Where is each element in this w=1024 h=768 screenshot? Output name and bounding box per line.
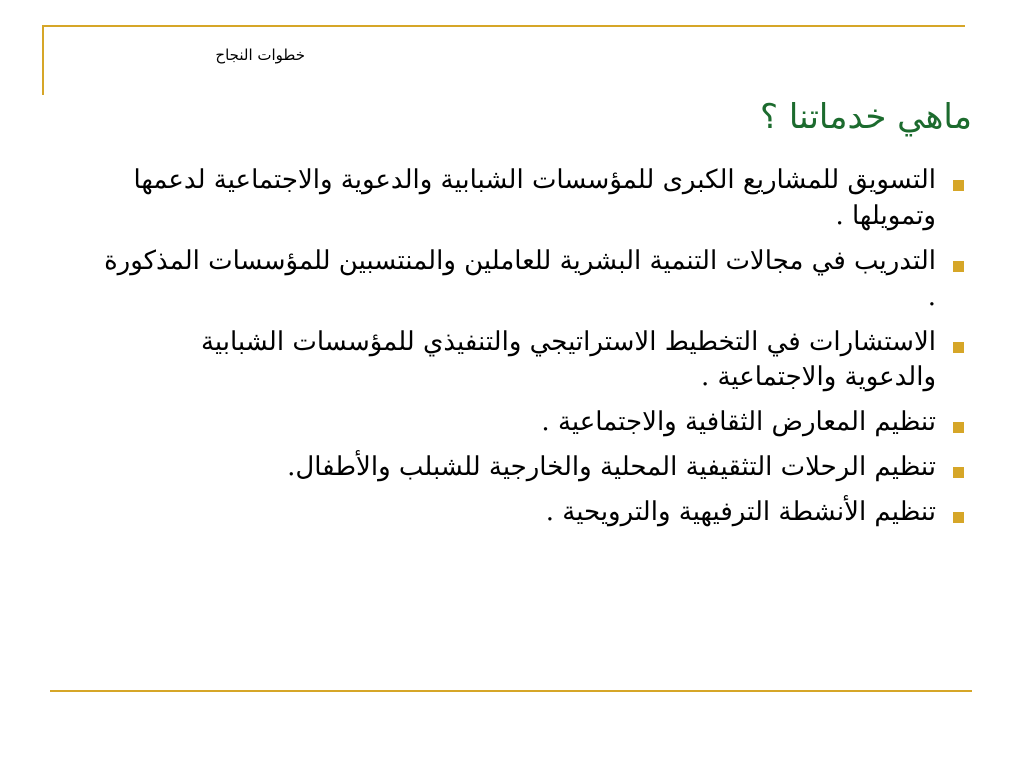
square-bullet-icon xyxy=(953,261,964,272)
list-item-text: التدريب في مجالات التنمية البشرية للعاملين والمنتسبين للمؤسسات المذكورة . xyxy=(104,245,936,312)
square-bullet-icon xyxy=(953,342,964,353)
list-item xyxy=(104,244,964,316)
square-bullet-icon xyxy=(953,512,964,523)
list-item-text: التسويق للمشاريع الكبرى للمؤسسات الشبابية والدعوية والاجتماعية لدعمها وتمويلها . xyxy=(133,165,936,231)
list-item-text: تنظيم الأنشطة الترفيهية والترويحية . xyxy=(545,497,936,527)
square-bullet-icon xyxy=(953,467,964,478)
bottom-divider xyxy=(50,690,972,692)
bullet-list xyxy=(104,163,964,540)
list-item-text: تنظيم المعارض الثقافية والاجتماعية . xyxy=(541,407,936,438)
list-item xyxy=(104,495,964,531)
list-item xyxy=(104,163,964,235)
square-bullet-icon xyxy=(953,180,964,191)
slide-title: ماهي خدماتنا ؟ xyxy=(759,97,972,137)
list-item xyxy=(104,450,964,486)
list-item xyxy=(104,405,964,441)
list-item-text: الاستشارات في التخطيط الاستراتيجي والتنفيذي للمؤسسات الشبابية والدعوية والاجتماعية . xyxy=(200,326,936,393)
square-bullet-icon xyxy=(953,422,964,433)
top-divider xyxy=(42,25,965,27)
left-divider xyxy=(42,25,44,95)
list-item-text: تنظيم الرحلات التثقيفية المحلية والخارجية للشبلب والأطفال. xyxy=(287,452,936,483)
header-label: خطوات النجاح xyxy=(215,46,305,64)
list-item xyxy=(104,325,964,397)
